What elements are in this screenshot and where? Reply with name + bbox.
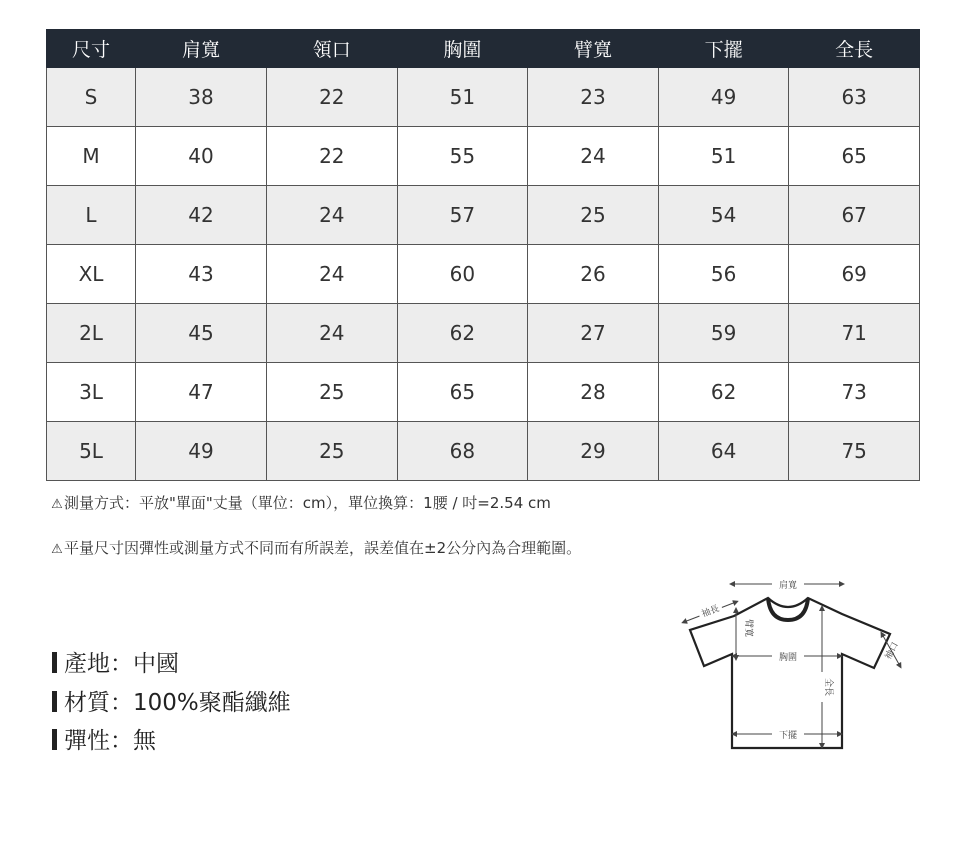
chest-label: 胸圍	[778, 653, 798, 663]
bullet-bar-icon	[52, 691, 57, 712]
table-header-row	[47, 30, 920, 68]
table-cell: 62	[658, 363, 789, 422]
column-header: 尺寸	[47, 30, 136, 68]
table-cell: 25	[267, 422, 398, 481]
table-cell: 54	[658, 186, 789, 245]
table-cell: 29	[528, 422, 659, 481]
table-cell: 56	[658, 245, 789, 304]
length-label: 全長	[823, 677, 833, 697]
column-header: 胸圍	[397, 30, 528, 68]
table-cell: 69	[789, 245, 920, 304]
table-cell: 67	[789, 186, 920, 245]
spec-elasticity	[52, 722, 156, 755]
table-cell: 38	[136, 68, 267, 127]
spec-origin-text: 產地：中國	[64, 651, 179, 677]
arm-width-label: 臂寬	[743, 618, 753, 638]
table-cell: 73	[789, 363, 920, 422]
column-header: 臂寬	[528, 30, 659, 68]
table-cell: 60	[397, 245, 528, 304]
table-cell: 22	[267, 68, 398, 127]
table-row	[47, 363, 920, 422]
table-cell: 57	[397, 186, 528, 245]
table-cell: 25	[267, 363, 398, 422]
table-cell: 28	[528, 363, 659, 422]
table-row	[47, 127, 920, 186]
table-cell: 5L	[47, 422, 136, 481]
bullet-bar-icon	[52, 729, 57, 750]
warning-triangle-icon: ⚠	[51, 542, 63, 557]
table-cell: 2L	[47, 304, 136, 363]
hem-label: 下擺	[778, 731, 798, 741]
table-cell: 26	[528, 245, 659, 304]
tolerance-note	[50, 537, 581, 558]
table-cell: 42	[136, 186, 267, 245]
table-cell: 47	[136, 363, 267, 422]
table-cell: S	[47, 68, 136, 127]
column-header: 下擺	[658, 30, 789, 68]
table-row	[47, 422, 920, 481]
table-cell: 23	[528, 68, 659, 127]
spec-material-text: 材質：100%聚酯纖維	[64, 690, 291, 716]
table-cell: 3L	[47, 363, 136, 422]
warning-triangle-icon: ⚠	[51, 497, 63, 512]
spec-material	[52, 684, 291, 717]
table-cell: XL	[47, 245, 136, 304]
table-cell: 75	[789, 422, 920, 481]
table-cell: 45	[136, 304, 267, 363]
tshirt-measurement-icon	[670, 570, 910, 760]
table-cell: 43	[136, 245, 267, 304]
table-cell: 55	[397, 127, 528, 186]
table-cell: 51	[397, 68, 528, 127]
size-table	[46, 29, 920, 481]
table-cell: 22	[267, 127, 398, 186]
table-cell: 25	[528, 186, 659, 245]
table-cell: 24	[267, 304, 398, 363]
shoulder-label: 肩寬	[778, 581, 798, 591]
table-cell: 65	[789, 127, 920, 186]
table-cell: 64	[658, 422, 789, 481]
table-cell: 62	[397, 304, 528, 363]
bullet-bar-icon	[52, 652, 57, 673]
table-cell: 49	[136, 422, 267, 481]
table-cell: 27	[528, 304, 659, 363]
sleeve-length-label: 袖長	[700, 603, 721, 620]
column-header: 全長	[789, 30, 920, 68]
spec-elasticity-text: 彈性：無	[64, 728, 156, 754]
table-cell: 65	[397, 363, 528, 422]
table-cell: 40	[136, 127, 267, 186]
spec-origin	[52, 645, 179, 678]
table-cell: 24	[528, 127, 659, 186]
measurement-note-text: 測量方式：平放"單面"丈量（單位：cm），單位換算：1腰 / 吋=2.54 cm	[64, 494, 551, 512]
table-cell: M	[47, 127, 136, 186]
table-row	[47, 186, 920, 245]
column-header: 領口	[267, 30, 398, 68]
table-cell: 71	[789, 304, 920, 363]
table-row	[47, 304, 920, 363]
table-cell: 24	[267, 186, 398, 245]
tolerance-note-text: 平量尺寸因彈性或測量方式不同而有所誤差，誤差值在±2公分內為合理範圍。	[64, 539, 582, 557]
table-cell: 51	[658, 127, 789, 186]
table-cell: 24	[267, 245, 398, 304]
table-row	[47, 68, 920, 127]
cuff-label: 袖口	[883, 640, 901, 662]
table-cell: 49	[658, 68, 789, 127]
table-cell: L	[47, 186, 136, 245]
column-header: 肩寬	[136, 30, 267, 68]
table-cell: 63	[789, 68, 920, 127]
table-cell: 59	[658, 304, 789, 363]
table-cell: 68	[397, 422, 528, 481]
measurement-note	[50, 492, 551, 513]
table-row	[47, 245, 920, 304]
